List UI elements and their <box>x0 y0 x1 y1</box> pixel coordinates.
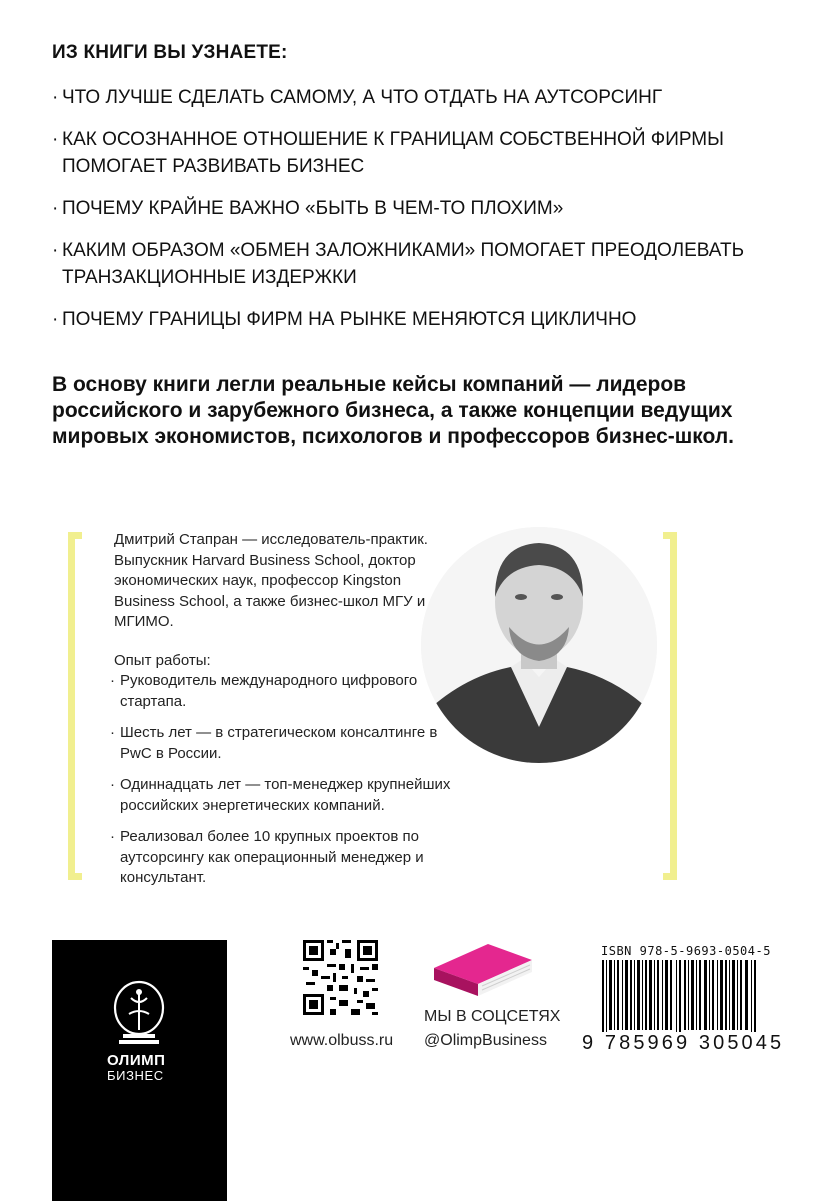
author-portrait <box>421 527 657 763</box>
barcode-icon <box>596 960 766 1038</box>
list-item: · Руководитель международного цифрового стартапа. <box>114 671 454 712</box>
list-item: · Шесть лет — в стратегическом консалтинге в PwC в России. <box>114 723 454 764</box>
website-link[interactable]: www.olbuss.ru <box>290 1032 394 1049</box>
barcode-number: 9 785969 305045 <box>582 1032 785 1054</box>
left-bracket-decoration <box>68 532 82 880</box>
right-bracket-decoration <box>663 532 677 880</box>
lead-paragraph: В основу книги легли реальные кейсы компаний — лидеров российского и зарубежного бизнеса, а также концепции ведущих мировых экономистов, психологов и профессоров бизнес-школ. <box>52 373 735 448</box>
bio-intro: Дмитрий Стапран — исследователь-практик. Выпускник Harvard Business School, доктор экономических наук, профессор Kingston Business School, а также бизнес-школ МГУ и МГИМО. <box>114 531 428 630</box>
list-item: · ПОЧЕМУ КРАЙНЕ ВАЖНО «БЫТЬ В ЧЕМ-ТО ПЛОХИМ» <box>52 195 772 222</box>
list-item: · ЧТО ЛУЧШЕ СДЕЛАТЬ САМОМУ, А ЧТО ОТДАТЬ НА АУТСОРСИНГ <box>52 84 772 111</box>
learning-points <box>52 84 772 348</box>
social-handle[interactable]: @OlimpBusiness <box>424 1032 547 1049</box>
list-item: · Одиннадцать лет — топ-менеджер крупнейших российских энергетических компаний. <box>114 775 454 816</box>
experience-list <box>114 671 454 889</box>
section-heading: ИЗ КНИГИ ВЫ УЗНАЕТЕ: <box>52 42 288 63</box>
publisher-panel <box>52 940 227 1201</box>
list-item: · КАКИМ ОБРАЗОМ «ОБМЕН ЗАЛОЖНИКАМИ» ПОМОГАЕТ ПРЕОДОЛЕВАТЬ ТРАНЗАКЦИОННЫЕ ИЗДЕРЖКИ <box>52 237 772 291</box>
social-label: МЫ В СОЦСЕТЯХ <box>424 1008 561 1025</box>
list-item: · Реализовал более 10 крупных проектов по аутсорсингу как операционный менеджер и консультант. <box>114 827 454 889</box>
isbn-label: ISBN 978-5-9693-0504-5 <box>601 944 771 958</box>
qr-code-icon <box>303 940 378 1015</box>
experience-label: Опыт работы: <box>114 651 211 669</box>
publisher-subtitle: БИЗНЕС <box>107 1068 164 1083</box>
publisher-emblem-icon <box>109 980 169 1046</box>
list-item: · ПОЧЕМУ ГРАНИЦЫ ФИРМ НА РЫНКЕ МЕНЯЮТСЯ ЦИКЛИЧНО <box>52 306 772 333</box>
book-icon <box>432 940 534 998</box>
list-item: · КАК ОСОЗНАННОЕ ОТНОШЕНИЕ К ГРАНИЦАМ СОБСТВЕННОЙ ФИРМЫ ПОМОГАЕТ РАЗВИВАТЬ БИЗНЕС <box>52 126 772 180</box>
publisher-name: ОЛИМП <box>107 1052 166 1069</box>
author-bio <box>114 530 454 900</box>
